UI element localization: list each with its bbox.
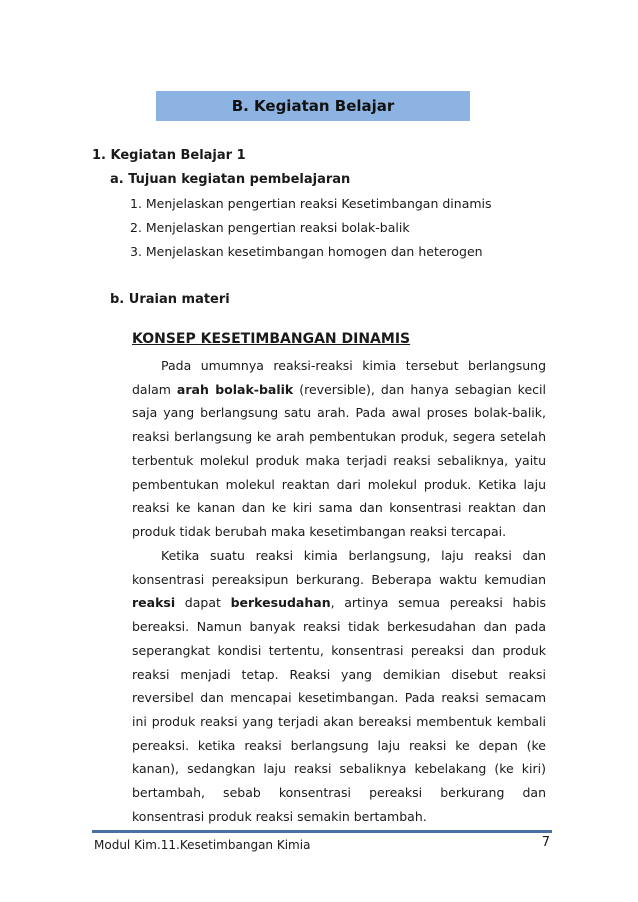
activity-heading: 1. Kegiatan Belajar 1 bbox=[92, 148, 246, 163]
paragraph-1 bbox=[132, 354, 546, 544]
paragraph-2 bbox=[132, 544, 546, 828]
section-banner bbox=[156, 91, 470, 121]
bold-term: arah bolak-balik bbox=[176, 381, 294, 397]
bold-term: berkesudahan bbox=[230, 595, 331, 611]
paragraph-text: Ketika suatu reaksi kimia berlangsung, laju reaksi dan konsentrasi pereaksipun berkurang. Beberapa waktu kemudian bbox=[132, 548, 546, 587]
paragraph-text: , artinya semua pereaksi habis bereaksi. Namun banyak reaksi tidak berkesudahan dan pada seperangkat kondisi tertentu, konsentrasi pereaksi dan produk reaksi menjadi tetap. Reaksi yang demikian disebut reaksi reversibel dan mencapai kesetimbangan. Pada reaksi semacam ini produk reaksi yang terjadi akan bereaksi membentuk kembali pereaksi. ketika reaksi berlangsung laju reaksi ke depan (ke kanan), sedangkan laju reaksi sebaliknya kebelakang (ke kiri) bertambah, sebab konsentrasi pereaksi berkurang dan konsentrasi produk reaksi semakin bertambah. bbox=[132, 595, 546, 824]
objective-item: 3. Menjelaskan kesetimbangan homogen dan heterogen bbox=[130, 244, 483, 259]
objective-item: 2. Menjelaskan pengertian reaksi bolak-balik bbox=[130, 220, 410, 235]
material-heading: b. Uraian materi bbox=[110, 292, 230, 307]
bold-term: reaksi bbox=[132, 595, 176, 611]
paragraph-text: dapat bbox=[175, 595, 231, 611]
paragraph-text: (reversible), dan hanya sebagian kecil saja yang berlangsung satu arah. Pada awal proses bolak-balik, reaksi berlangsung ke arah pembentukan produk, segera setelah terbentuk molekul produk maka terjadi reaksi sebaliknya, yaitu pembentukan molekul reaktan dari molekul produk. Ketika laju reaksi ke kanan dan ke kiri sama dan konsentrasi reaktan dan produk tidak berubah maka kesetimbangan reaksi tercapai. bbox=[132, 381, 546, 539]
footer-module-name: Modul Kim.11.Kesetimbangan Kimia bbox=[94, 838, 311, 852]
paragraph-text: Pada umumnya reaksi-reaksi kimia tersebut berlangsung dalam bbox=[132, 358, 546, 397]
page-number: 7 bbox=[541, 835, 550, 850]
banner-title: B. Kegiatan Belajar bbox=[231, 97, 395, 115]
objectives-heading: a. Tujuan kegiatan pembelajaran bbox=[110, 172, 351, 187]
concept-title: KONSEP KESETIMBANGAN DINAMIS bbox=[132, 331, 411, 347]
objective-item: 1. Menjelaskan pengertian reaksi Kesetimbangan dinamis bbox=[130, 196, 492, 211]
footer-divider bbox=[92, 830, 552, 833]
